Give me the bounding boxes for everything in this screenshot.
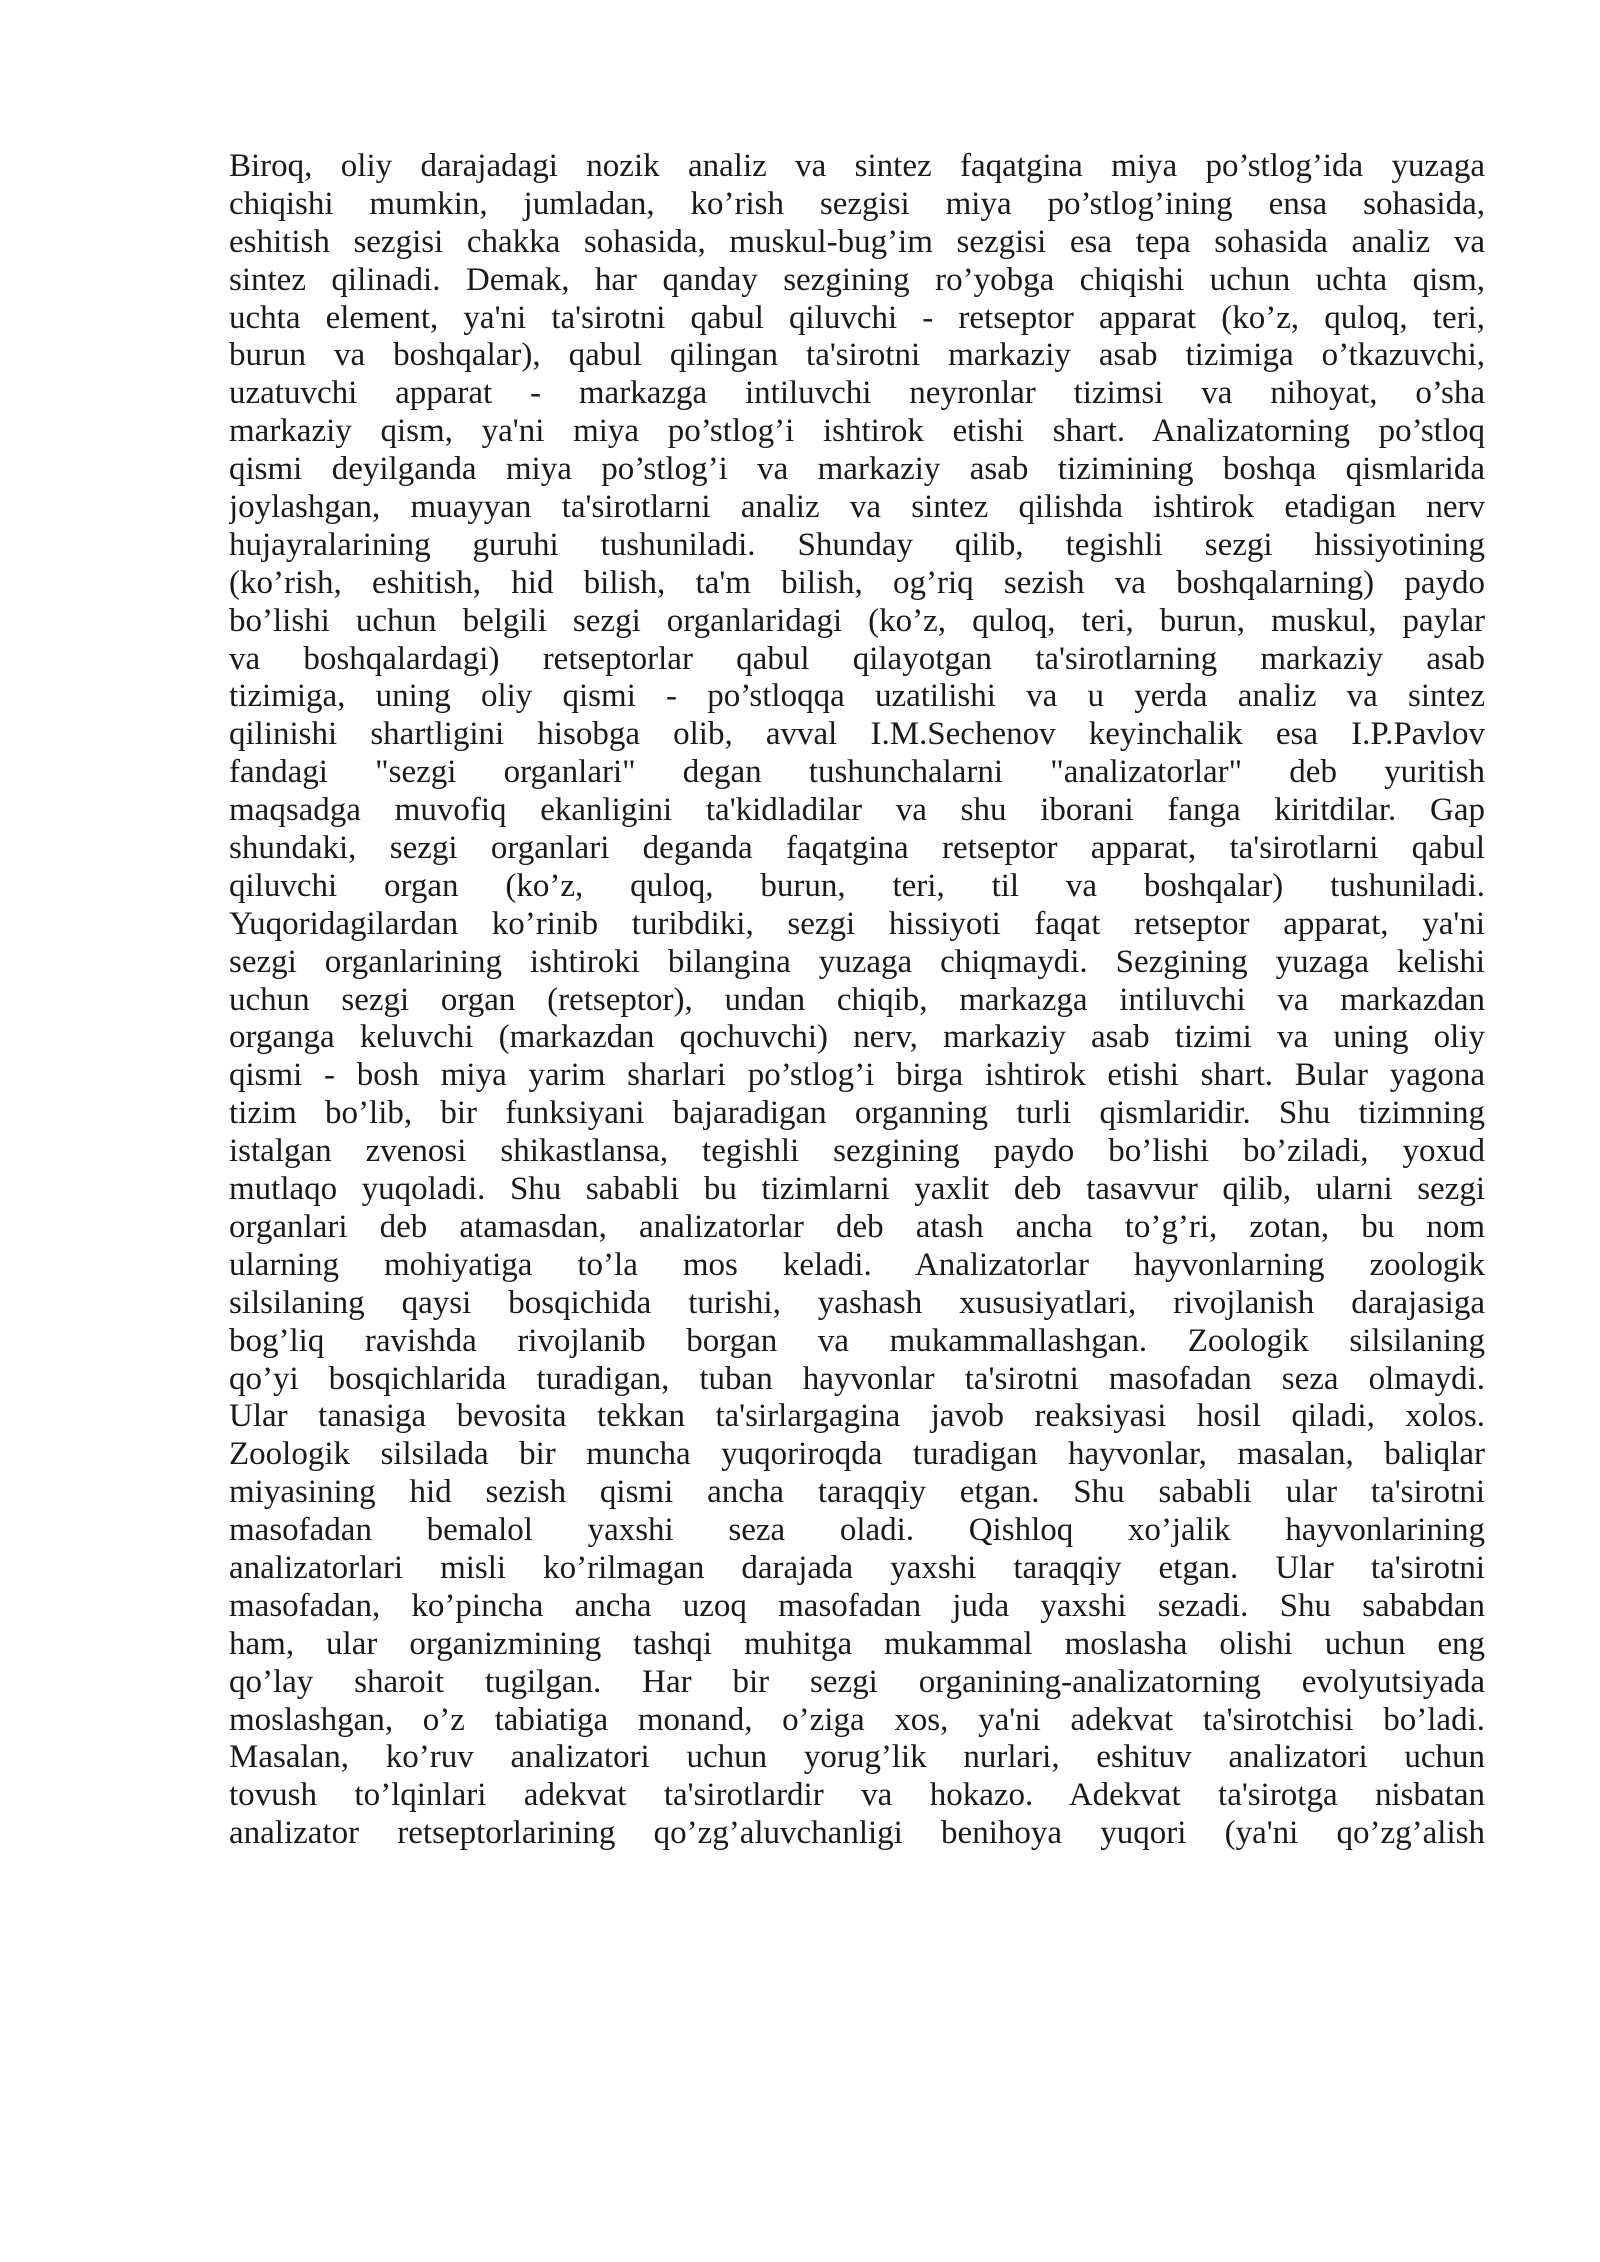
text-line: analizatorlari misli ko’rilmagan darajada yaxshi taraqqiy etgan. Ular ta'sirotni <box>229 1549 1485 1586</box>
text-line: analizator retseptorlarining qo’zg’aluvchanligi benihoya yuqori (ya'ni qo’zg’alish <box>229 1815 1485 1852</box>
text-line: tizim bo’lib, bir funksiyani bajaradigan organning turli qismlaridir. Shu tizimning <box>229 1095 1485 1132</box>
text-line: mutlaqo yuqoladi. Shu sababli bu tizimlarni yaxlit deb tasavvur qilib, ularni sezgi <box>229 1171 1485 1208</box>
text-line: ularning mohiyatiga to’la mos keladi. Analizatorlar hayvonlarning zoologik <box>229 1246 1485 1283</box>
text-line: uzatuvchi apparat - markazga intiluvchi neyronlar tizimsi va nihoyat, o’sha <box>229 375 1485 412</box>
text-line: Ular tanasiga bevosita tekkan ta'sirlargagina javob reaksiyasi hosil qiladi, xolos. <box>229 1398 1485 1435</box>
text-line: qo’lay sharoit tugilgan. Har bir sezgi organining-analizatorning evolyutsiyada <box>229 1663 1485 1700</box>
text-line: va boshqalardagi) retseptorlar qabul qilayotgan ta'sirotlarning markaziy asab <box>229 640 1485 677</box>
text-line: silsilaning qaysi bosqichida turishi, yashash xususiyatlari, rivojlanish darajasiga <box>229 1284 1485 1321</box>
text-line: Zoologik silsilada bir muncha yuqoriroqda turadigan hayvonlar, masalan, baliqlar <box>229 1436 1485 1473</box>
text-line: Yuqoridagilardan ko’rinib turibdiki, sezgi hissiyoti faqat retseptor apparat, ya'ni <box>229 905 1485 942</box>
text-line: organga keluvchi (markazdan qochuvchi) nerv, markaziy asab tizimi va uning oliy <box>229 1019 1485 1056</box>
text-line: qo’yi bosqichlarida turadigan, tuban hayvonlar ta'sirotni masofadan seza olmaydi. <box>229 1360 1485 1397</box>
text-line: qismi - bosh miya yarim sharlari po’stlog’i birga ishtirok etishi shart. Bular yagona <box>229 1057 1485 1094</box>
text-line: uchun sezgi organ (retseptor), undan chiqib, markazga intiluvchi va markazdan <box>229 981 1485 1018</box>
text-line: chiqishi mumkin, jumladan, ko’rish sezgisi miya po’stlog’ining ensa sohasida, <box>229 185 1485 222</box>
text-line: hujayralarining guruhi tushuniladi. Shunday qilib, tegishli sezgi hissiyotining <box>229 526 1485 563</box>
text-line: (ko’rish, eshitish, hid bilish, ta'm bilish, og’riq sezish va boshqalarning) paydo <box>229 564 1485 601</box>
text-line: fandagi "sezgi organlari" degan tushunchalarni "analizatorlar" deb yuritish <box>229 754 1485 791</box>
text-line: Biroq, oliy darajadagi nozik analiz va sintez faqatgina miya po’stlog’ida yuzaga <box>229 148 1485 184</box>
text-line: Masalan, ko’ruv analizatori uchun yorug’lik nurlari, eshituv analizatori uchun <box>229 1739 1485 1776</box>
text-line: sintez qilinadi. Demak, har qanday sezgining ro’yobga chiqishi uchun uchta qism, <box>229 261 1485 298</box>
text-line: markaziy qism, ya'ni miya po’stlog’i ishtirok etishi shart. Analizatorning po’stloq <box>229 413 1485 450</box>
text-line: tizimiga, uning oliy qismi - po’stloqqa uzatilishi va u yerda analiz va sintez <box>229 678 1485 715</box>
body-text <box>229 148 1485 1853</box>
text-line: tovush to’lqinlari adekvat ta'sirotlardir va hokazo. Adekvat ta'sirotga nisbatan <box>229 1777 1485 1814</box>
text-line: qismi deyilganda miya po’stlog’i va markaziy asab tizimining boshqa qismlarida <box>229 451 1485 488</box>
text-line: ham, ular organizmining tashqi muhitga mukammal moslasha olishi uchun eng <box>229 1625 1485 1662</box>
text-line: moslashgan, o’z tabiatiga monand, o’ziga xos, ya'ni adekvat ta'sirotchisi bo’ladi. <box>229 1701 1485 1738</box>
text-line: masofadan bemalol yaxshi seza oladi. Qishloq xo’jalik hayvonlarining <box>229 1512 1485 1549</box>
text-line: organlari deb atamasdan, analizatorlar deb atash ancha to’g’ri, zotan, bu nom <box>229 1208 1485 1245</box>
text-line: joylashgan, muayyan ta'sirotlarni analiz va sintez qilishda ishtirok etadigan nerv <box>229 489 1485 526</box>
text-line: eshitish sezgisi chakka sohasida, muskul-bug’im sezgisi esa tepa sohasida analiz va <box>229 223 1485 260</box>
text-line: uchta element, ya'ni ta'sirotni qabul qiluvchi - retseptor apparat (ko’z, quloq, teri, <box>229 299 1485 336</box>
text-line: sezgi organlarining ishtiroki bilangina yuzaga chiqmaydi. Sezgining yuzaga kelishi <box>229 943 1485 980</box>
text-line: qilinishi shartligini hisobga olib, avval I.M.Sechenov keyinchalik esa I.P.Pavlov <box>229 716 1485 753</box>
text-line: bo’lishi uchun belgili sezgi organlaridagi (ko’z, quloq, teri, burun, muskul, paylar <box>229 602 1485 639</box>
text-line: burun va boshqalar), qabul qilingan ta'sirotni markaziy asab tizimiga o’tkazuvchi, <box>229 337 1485 374</box>
text-line: qiluvchi organ (ko’z, quloq, burun, teri, til va boshqalar) tushuniladi. <box>229 867 1485 904</box>
text-line: miyasining hid sezish qismi ancha taraqqiy etgan. Shu sababli ular ta'sirotni <box>229 1474 1485 1511</box>
text-line: shundaki, sezgi organlari deganda faqatgina retseptor apparat, ta'sirotlarni qabul <box>229 830 1485 867</box>
text-line: bog’liq ravishda rivojlanib borgan va mukammallashgan. Zoologik silsilaning <box>229 1322 1485 1359</box>
text-line: masofadan, ko’pincha ancha uzoq masofadan juda yaxshi sezadi. Shu sababdan <box>229 1587 1485 1624</box>
text-line: istalgan zvenosi shikastlansa, tegishli sezgining paydo bo’lishi bo’ziladi, yoxud <box>229 1133 1485 1170</box>
text-line: maqsadga muvofiq ekanligini ta'kidladilar va shu iborani fanga kiritdilar. Gap <box>229 792 1485 829</box>
